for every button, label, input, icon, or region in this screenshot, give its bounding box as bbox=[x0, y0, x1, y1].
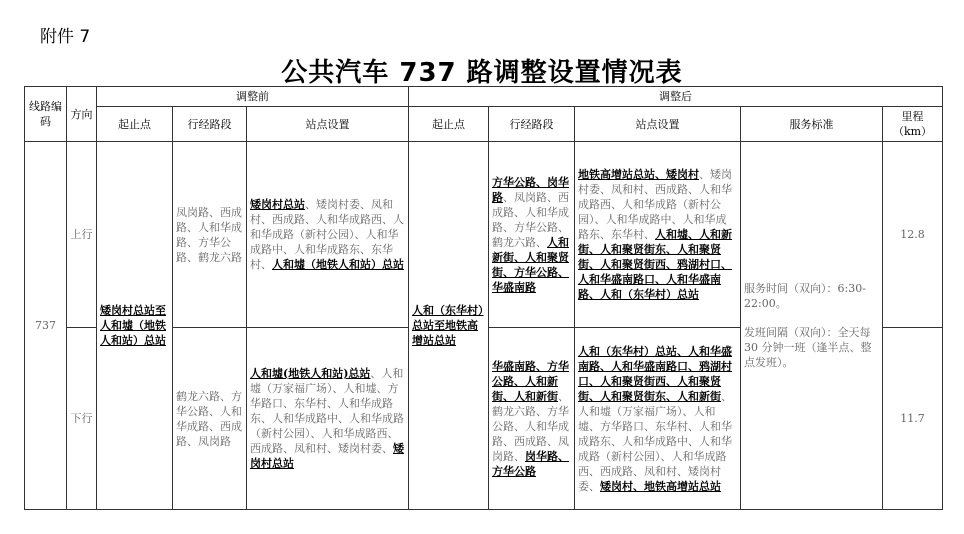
stations-after-up-t1: 、矮岗村委、凤和村、西成路、人和华成路西、人和华成路（新村公园）、人和华成路中、人和华成路东、东华村、 bbox=[578, 168, 733, 241]
stations-after-down bbox=[575, 328, 741, 510]
stations-before-down-t1: 、人和墟（万家福广场）、人和墟、方华路口、东华村、人和华成路东、人和华成路中、人和华成路（新村公园）、人和华成路西、西成路、凤和村、矮岗村委、 bbox=[250, 367, 404, 455]
header-terminal-after: 起止点 bbox=[409, 107, 489, 142]
stations-after-up bbox=[575, 142, 741, 328]
route-after-up-u2: 人和新街、人和聚贤街、方华公路、华盛南路 bbox=[492, 235, 570, 294]
service-interval: 发班间隔（双向）：全天每 30 分钟一班（逢半点、整点发班）。 bbox=[744, 326, 872, 369]
route-before-up: 凤岗路、西成路、人和华成路、方华公路、鹤龙六路 bbox=[173, 142, 247, 328]
stations-after-down-t1: 、人和墟（万家福广场）、人和墟、方华路口、东华村、人和华成路东、人和华成路中、人和华成路（新村公园）、人和华成路西、西成路、凤和村、矮岗村委、 bbox=[578, 389, 733, 493]
route-after-down-u1: 华盛南路、方华公路、人和新街、人和新街 bbox=[492, 359, 570, 403]
route-after-down-u2: 岗华路、方华公路 bbox=[492, 449, 570, 478]
route-before-down: 鹤龙六路、方华公路、人和华成路、西成路、凤岗路 bbox=[173, 328, 247, 510]
service-hours: 服务时间（双向）：6:30-22:00。 bbox=[744, 282, 866, 310]
header-route-after: 行经路段 bbox=[489, 107, 575, 142]
header-route-before: 行经路段 bbox=[173, 107, 247, 142]
route-adjustment-table bbox=[24, 86, 943, 510]
mileage-down: 11.7 bbox=[883, 328, 943, 510]
route-after-up bbox=[489, 142, 575, 328]
direction-up: 上行 bbox=[67, 142, 97, 328]
direction-down: 下行 bbox=[67, 328, 97, 510]
header-terminal-before: 起止点 bbox=[97, 107, 173, 142]
stations-before-up bbox=[247, 142, 409, 328]
header-before-group: 调整前 bbox=[97, 87, 409, 107]
header-stations-before: 站点设置 bbox=[247, 107, 409, 142]
stations-after-down-u1: 人和（东华村）总站、人和华盛南路、人和华盛南路口、鸦湖村口、人和聚贤街西、人和聚贤街、人和聚贤街东、人和新街 bbox=[578, 344, 733, 403]
stations-after-up-u1: 地铁高增站总站、矮岗村 bbox=[578, 168, 700, 181]
header-after-group: 调整后 bbox=[409, 87, 943, 107]
route-after-up-t1: 、凤岗路、西成路、人和华成路、方华公路、鹤龙六路、 bbox=[492, 190, 570, 249]
header-row-columns bbox=[25, 107, 943, 142]
terminal-before-cell bbox=[97, 142, 173, 510]
line-code-cell: 737 bbox=[25, 142, 67, 510]
terminal-before-text: 矮岗村总站至人和墟（地铁人和站）总站 bbox=[100, 304, 166, 347]
stations-before-down-u1: 人和墟(地铁人和站)总站 bbox=[250, 367, 371, 380]
stations-after-up-u2: 人和墟、人和新街、人和聚贤街东、人和聚贤街、人和聚贤街西、鸦湖村口、人和华盛南路口、人和华盛南路、人和（东华村）总站 bbox=[578, 228, 733, 301]
service-standard-cell bbox=[741, 142, 883, 510]
stations-before-up-u2: 人和墟（地铁人和站）总站 bbox=[272, 258, 404, 271]
stations-before-down bbox=[247, 328, 409, 510]
header-line-code: 线路编码 bbox=[25, 87, 67, 142]
route-after-up-u1: 方华公路、岗华路 bbox=[492, 175, 570, 204]
stations-before-up-t1: 、矮岗村委、凤和村、西成路、人和华成路西、人和华成路（新村公园）、人和华成路中、人和华成路东、东华村、 bbox=[250, 198, 404, 271]
stations-before-up-u1: 矮岗村总站 bbox=[250, 198, 305, 211]
header-service-standard: 服务标准 bbox=[741, 107, 883, 142]
page-title: 公共汽车 737 路调整设置情况表 bbox=[281, 58, 683, 88]
route-after-down-t1: 、鹤龙六路、方华公路、人和华成路、西成路、凤岗路、 bbox=[492, 389, 570, 463]
table-row-up bbox=[25, 142, 943, 328]
header-stations-after: 站点设置 bbox=[575, 107, 741, 142]
header-direction: 方向 bbox=[67, 87, 97, 142]
terminal-after-cell bbox=[409, 142, 489, 510]
attachment-label: 附件 7 bbox=[40, 27, 91, 47]
header-mileage: 里程（km） bbox=[883, 107, 943, 142]
stations-before-down-u2: 矮岗村总站 bbox=[250, 442, 404, 470]
route-after-down bbox=[489, 328, 575, 510]
terminal-after-text: 人和（东华村）总站至地铁高增站总站 bbox=[412, 304, 484, 347]
mileage-up: 12.8 bbox=[883, 142, 943, 328]
header-row-group bbox=[25, 87, 943, 107]
stations-after-down-u2: 矮岗村、地铁高增站总站 bbox=[600, 479, 722, 493]
